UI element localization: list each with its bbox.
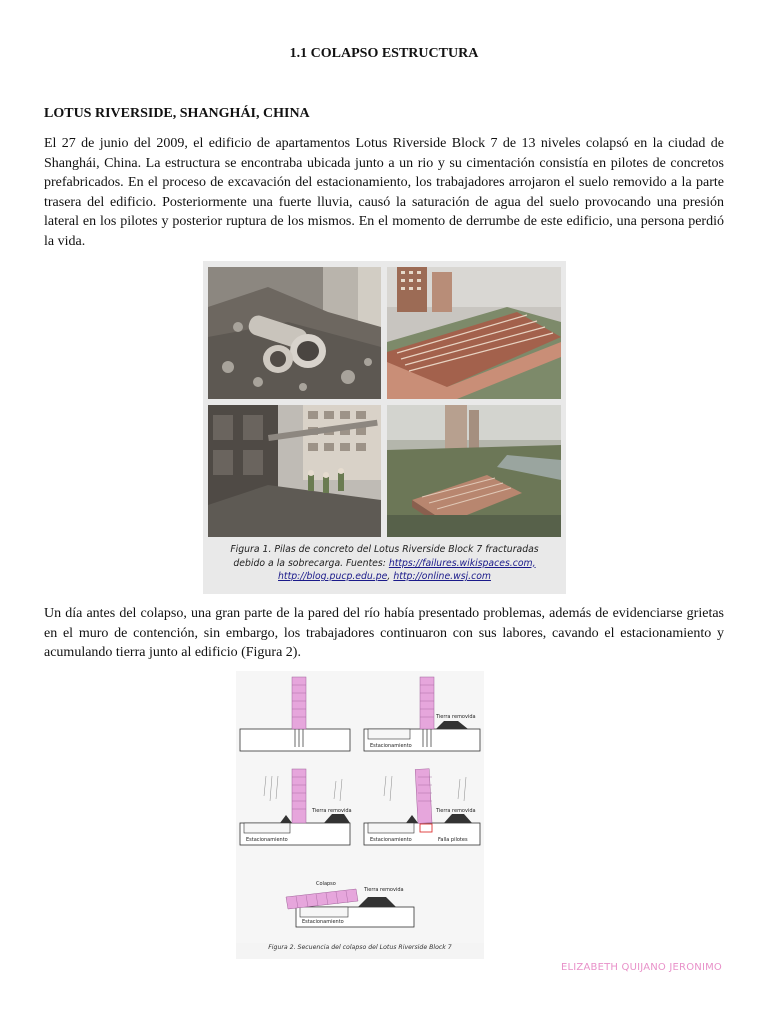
photo-aerial-collapse [387,405,561,537]
source-link-failures[interactable]: https://failures.wikispaces.com, [388,557,536,569]
figure-1-caption-prefix: debido a la sobrecarga. Fuentes: [233,557,389,569]
paragraph-before-collapse: Un día antes del colapso, una gran parte de la pared del río había presentado problemas, además de evidenciarse grietas en el muro de contención, sin embargo, los trabajadores continuaron con sus labores, cavando el estacionamiento y acumulando tierra junto al edificio (Figura 2). [44,606,724,661]
photo-workers-debris [208,405,381,537]
photo-broken-piles [208,267,381,399]
label-estacionamiento-3: Estacionamiento [246,837,288,843]
source-link-wsj[interactable]: http://online.wsj.com [393,571,491,582]
case-subheading: LOTUS RIVERSIDE, SHANGHÁI, CHINA [44,106,310,121]
figure-2-caption: Figura 2. Secuencia del colapso del Lotus Riverside Block 7 [268,944,452,951]
label-colapso: Colapso [316,881,336,887]
label-tierra-removida-4: Tierra removida [436,808,476,814]
photo-toppled-building [387,267,561,399]
label-estacionamiento-2: Estacionamiento [370,743,412,749]
source-link-pucp[interactable]: http://blog.pucp.edu.pe [278,571,388,582]
author-footer: ELIZABETH QUIJANO JERONIMO [560,962,722,973]
label-tierra-removida-5: Tierra removida [364,887,404,893]
label-estacionamiento-4: Estacionamiento [370,837,412,843]
label-falla-pilotes: Falla pilotes [438,837,468,843]
figure-2 [236,671,484,959]
label-estacionamiento-5: Estacionamiento [302,919,344,925]
figure-1 [203,261,566,594]
paragraph-intro: El 27 de junio del 2009, el edificio de apartamentos Lotus Riverside Block 7 de 13 niveles colapsó en la ciudad de Shanghái, China. La estructura se encontraba ubicada junto a un rio y su cimentación consistía en pilotes de concretos prefabricados. En el proceso de excavación del estacionamiento, los trabajadores arrojaron el suelo removido a la parte trasera del edificio. Posteriormente una fuerte lluvia, causó la saturación de agua del suelo provocando una presión lateral en los pilotes y posterior ruptura de los mismos. En el momento de derrumbe de este edificio, una persona perdió la vida. [44,136,724,249]
label-tierra-removida-2: Tierra removida [436,714,476,720]
section-title: 1.1 COLAPSO ESTRUCTURA [289,46,479,61]
figure-1-caption-line1: Figura 1. Pilas de concreto del Lotus Riverside Block 7 fracturadas [230,544,539,555]
figure-1-caption [203,543,566,584]
label-tierra-removida-3: Tierra removida [312,808,352,814]
source-link-separator: , [387,571,394,582]
